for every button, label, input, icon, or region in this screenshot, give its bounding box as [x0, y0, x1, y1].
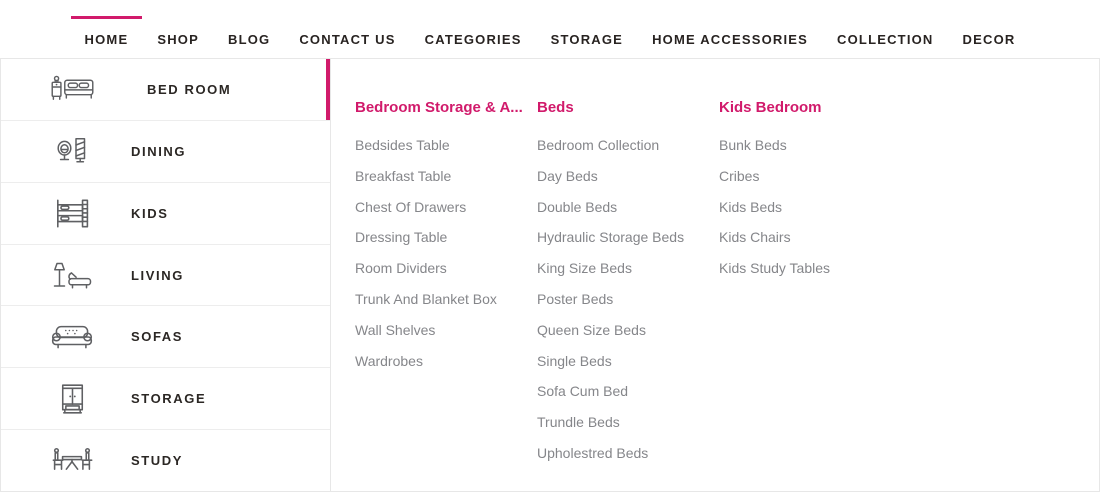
menu-link-trundle-beds[interactable]: Trundle Beds [537, 414, 620, 431]
menu-link-queen-size-beds[interactable]: Queen Size Beds [537, 321, 646, 338]
column-heading-link[interactable]: Kids Bedroom [719, 99, 822, 116]
menu-list-item [537, 130, 719, 161]
menu-link-chest-of-drawers[interactable]: Chest Of Drawers [355, 198, 467, 215]
menu-link-room-dividers[interactable]: Room Dividers [355, 260, 447, 277]
menu-link-dressing-table[interactable]: Dressing Table [355, 229, 448, 246]
nav-item-label: HOME [84, 32, 129, 47]
menu-link-single-beds[interactable]: Single Beds [537, 352, 612, 369]
menu-list-item [355, 130, 537, 161]
mega-menu-column-kids-bedroom [719, 99, 901, 491]
menu-list-item [537, 192, 719, 223]
nav-item-decor[interactable] [963, 32, 1016, 48]
storage-icon [37, 382, 107, 416]
menu-link-bunk-beds[interactable]: Bunk Beds [719, 137, 787, 153]
menu-link-wall-shelves[interactable]: Wall Shelves [355, 321, 436, 338]
nav-item-home-accessories[interactable] [652, 32, 808, 48]
menu-list-item [719, 161, 901, 192]
menu-list-item [537, 346, 719, 377]
sidebar-item-storage[interactable] [1, 368, 330, 430]
menu-link-bedroom-collection[interactable]: Bedroom Collection [537, 137, 660, 153]
menu-list-item [355, 315, 537, 346]
nav-item-collection[interactable] [837, 32, 934, 48]
living-icon [37, 259, 107, 292]
menu-link-king-size-beds[interactable]: King Size Beds [537, 260, 632, 277]
sidebar-item-label: BED ROOM [147, 81, 232, 97]
menu-list-item [537, 222, 719, 253]
menu-link-day-beds[interactable]: Day Beds [537, 167, 598, 184]
menu-link-kids-chairs[interactable]: Kids Chairs [719, 229, 791, 246]
nav-item-contact-us[interactable] [299, 32, 395, 48]
kids-icon [37, 197, 107, 230]
menu-list-item [537, 161, 719, 192]
dining-icon [37, 133, 107, 169]
menu-link-bedsides-table[interactable]: Bedsides Table [355, 137, 450, 153]
sidebar-item-label: STUDY [131, 453, 184, 469]
menu-list-item [719, 192, 901, 223]
sidebar-item-label: DINING [131, 143, 187, 159]
bedroom-icon [37, 75, 107, 103]
menu-link-double-beds[interactable]: Double Beds [537, 198, 618, 215]
sidebar-item-study[interactable] [1, 430, 330, 491]
sidebar-item-label: LIVING [131, 267, 184, 283]
top-navigation [0, 0, 1100, 58]
sidebar-item-label: KIDS [131, 205, 169, 221]
menu-link-wardrobes[interactable]: Wardrobes [355, 352, 423, 369]
nav-item-blog[interactable] [228, 32, 270, 48]
active-category-indicator [326, 59, 330, 120]
menu-list-item [537, 284, 719, 315]
sidebar-item-label: SOFAS [131, 329, 184, 345]
column-heading-link[interactable]: Beds [537, 99, 574, 116]
menu-link-hydraulic-storage-beds[interactable]: Hydraulic Storage Beds [537, 229, 685, 246]
menu-list-item [537, 407, 719, 438]
menu-list-item [355, 192, 537, 223]
bedroom-icon [50, 75, 95, 103]
mega-menu-content [331, 59, 1099, 491]
menu-list-item [355, 346, 537, 377]
sidebar-item-bed-room[interactable] [1, 59, 330, 121]
sofas-icon [49, 323, 95, 351]
active-tab-indicator [71, 16, 143, 19]
menu-link-breakfast-table[interactable]: Breakfast Table [355, 167, 452, 184]
nav-item-label: SHOP [157, 32, 199, 47]
sidebar-item-sofas[interactable] [1, 306, 330, 368]
nav-item-label: STORAGE [550, 32, 624, 47]
storage-icon [59, 382, 86, 416]
study-icon [50, 445, 94, 477]
mega-menu-column-beds [537, 99, 719, 491]
sidebar-item-living[interactable] [1, 245, 330, 307]
nav-item-label: COLLECTION [837, 32, 934, 47]
menu-link-kids-beds[interactable]: Kids Beds [719, 198, 783, 215]
nav-item-label: DECOR [962, 32, 1016, 47]
menu-list-item [537, 315, 719, 346]
menu-list-item [355, 253, 537, 284]
study-icon [37, 445, 107, 477]
menu-link-upholestred-beds[interactable]: Upholestred Beds [537, 444, 649, 461]
mega-menu-column-bedroom-storage-a [355, 99, 537, 491]
menu-list-item [719, 130, 901, 161]
column-link-list [537, 130, 719, 469]
mega-menu-panel [0, 58, 1100, 492]
column-link-list [719, 130, 901, 284]
menu-link-kids-study-tables[interactable]: Kids Study Tables [719, 260, 831, 277]
nav-item-categories[interactable] [425, 32, 522, 48]
menu-list-item [537, 253, 719, 284]
menu-list-item [355, 161, 537, 192]
column-link-list [355, 130, 537, 376]
menu-list-item [355, 284, 537, 315]
kids-icon [54, 197, 91, 230]
menu-link-poster-beds[interactable]: Poster Beds [537, 290, 614, 307]
menu-list-item [537, 376, 719, 407]
menu-link-cribes[interactable]: Cribes [719, 167, 760, 184]
nav-item-home[interactable] [85, 32, 129, 48]
nav-item-label: BLOG [227, 32, 271, 47]
category-sidebar [1, 59, 331, 491]
sofas-icon [37, 323, 107, 351]
column-heading-link[interactable]: Bedroom Storage & A... [355, 99, 523, 116]
menu-list-item [537, 438, 719, 469]
menu-list-item [719, 222, 901, 253]
sidebar-item-kids[interactable] [1, 183, 330, 245]
nav-item-label: CONTACT US [299, 32, 396, 47]
sidebar-item-dining[interactable] [1, 121, 330, 183]
nav-item-shop[interactable] [157, 32, 199, 48]
nav-item-label: CATEGORIES [424, 32, 522, 47]
living-icon [50, 259, 94, 292]
menu-link-trunk-and-blanket-box[interactable]: Trunk And Blanket Box [355, 290, 497, 307]
nav-item-storage[interactable] [551, 32, 623, 48]
dining-icon [56, 133, 89, 169]
menu-link-sofa-cum-bed[interactable]: Sofa Cum Bed [537, 383, 629, 400]
sidebar-item-label: STORAGE [131, 391, 207, 407]
menu-list-item [719, 253, 901, 284]
nav-item-label: HOME ACCESSORIES [652, 32, 809, 47]
menu-list-item [355, 222, 537, 253]
